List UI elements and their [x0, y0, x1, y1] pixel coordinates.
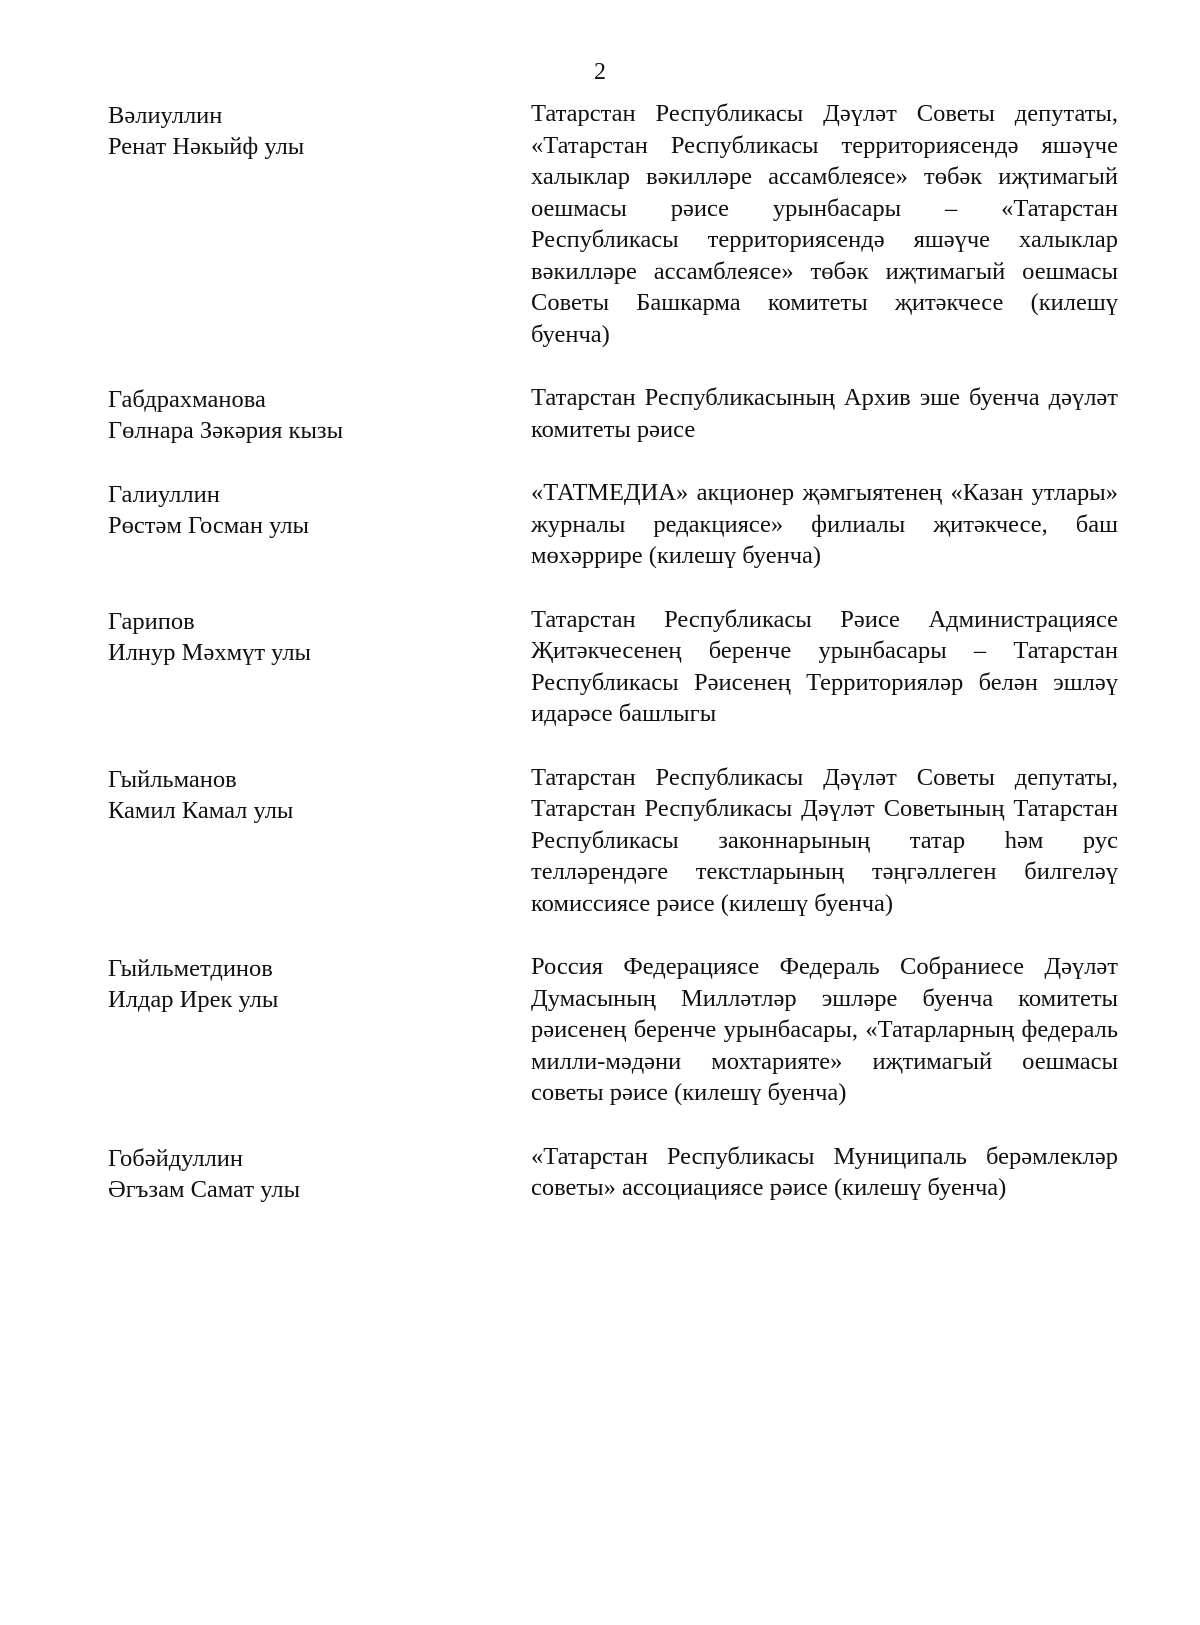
member-name [108, 100, 488, 162]
list-item [0, 604, 1200, 730]
member-surname: Габдрахманова [108, 386, 266, 413]
member-name [108, 479, 488, 541]
member-list [0, 98, 1200, 1235]
list-item [0, 477, 1200, 572]
member-given-name: Илдар Ирек улы [108, 986, 279, 1013]
member-name [108, 953, 488, 1015]
list-item [0, 98, 1200, 350]
member-name [108, 384, 488, 446]
list-item [0, 1141, 1200, 1204]
page-number: 2 [594, 59, 606, 85]
member-surname: Гыйльметдинов [108, 955, 273, 982]
list-item [0, 951, 1200, 1109]
member-position: Татарстан Республикасы Рәисе Администрациясе Җитәкчесенең беренче урынбасары – Татарстан Республикасы Рәисенең Территорияләр белән эшләү идарәсе башлыгы [531, 605, 1118, 727]
member-name [108, 764, 488, 826]
list-item [0, 382, 1200, 445]
member-given-name: Гөлнара Зәкәрия кызы [108, 417, 344, 444]
member-position: Татарстан Республикасы Дәүләт Советы депутаты, Татарстан Республикасы Дәүләт Советының Татарстан Республикасы законнарының татар һәм рус телләрендәге текстларының тәңгәллеген билгеләү комиссиясе рәисе (килешү буенча) [531, 763, 1118, 917]
member-surname: Гарипов [108, 607, 195, 635]
member-name [108, 606, 488, 668]
member-given-name: Камил Камал улы [108, 796, 294, 824]
member-position: Россия Федерациясе Федераль Собраниесе Дәүләт Думасының Милләтләр эшләре буенча комитеты рәисенең беренче урынбасары, «Татарларның федераль милли-мәдәни мохтарияте» иҗтимагый оешмасы советы рәисе (килешү буенча) [531, 953, 1118, 1106]
member-surname: Вәлиуллин [108, 102, 223, 129]
member-given-name: Рөстәм Госман улы [108, 512, 310, 539]
member-position: «Татарстан Республикасы Муниципаль берәмлекләр советы» ассоциациясе рәисе (килешү буенча) [531, 1142, 1118, 1201]
member-position: «ТАТМЕДИА» акционер җәмгыятенең «Казан утлары» журналы редакциясе» филиалы җитәкчесе, баш мөхәррире (килешү буенча) [531, 479, 1118, 569]
member-position: Татарстан Республикасының Архив эше буенча дәүләт комитеты рәисе [531, 384, 1118, 443]
member-given-name: Илнур Мәхмүт улы [108, 638, 312, 666]
member-given-name: Әгъзам Самат улы [108, 1175, 301, 1203]
member-given-name: Ренат Нәкыйф улы [108, 133, 305, 160]
member-surname: Гыйльманов [108, 765, 237, 793]
member-name [108, 1143, 488, 1205]
member-position: Татарстан Республикасы Дәүләт Советы депутаты, «Татарстан Республикасы территориясендә яшәүче халыклар вәкилләре ассамблеясе» төбәк иҗтимагый оешмасы рәисе урынбасары – «Татарстан Республикасы территориясендә яшәүче халыклар вәкилләре ассамблеясе» төбәк иҗтимагый оешмасы Советы Башкарма комитеты җитәкчесе (килешү буенча) [531, 100, 1118, 348]
member-surname: Галиуллин [108, 481, 220, 508]
member-surname: Гобәйдуллин [108, 1144, 244, 1172]
list-item [0, 762, 1200, 920]
